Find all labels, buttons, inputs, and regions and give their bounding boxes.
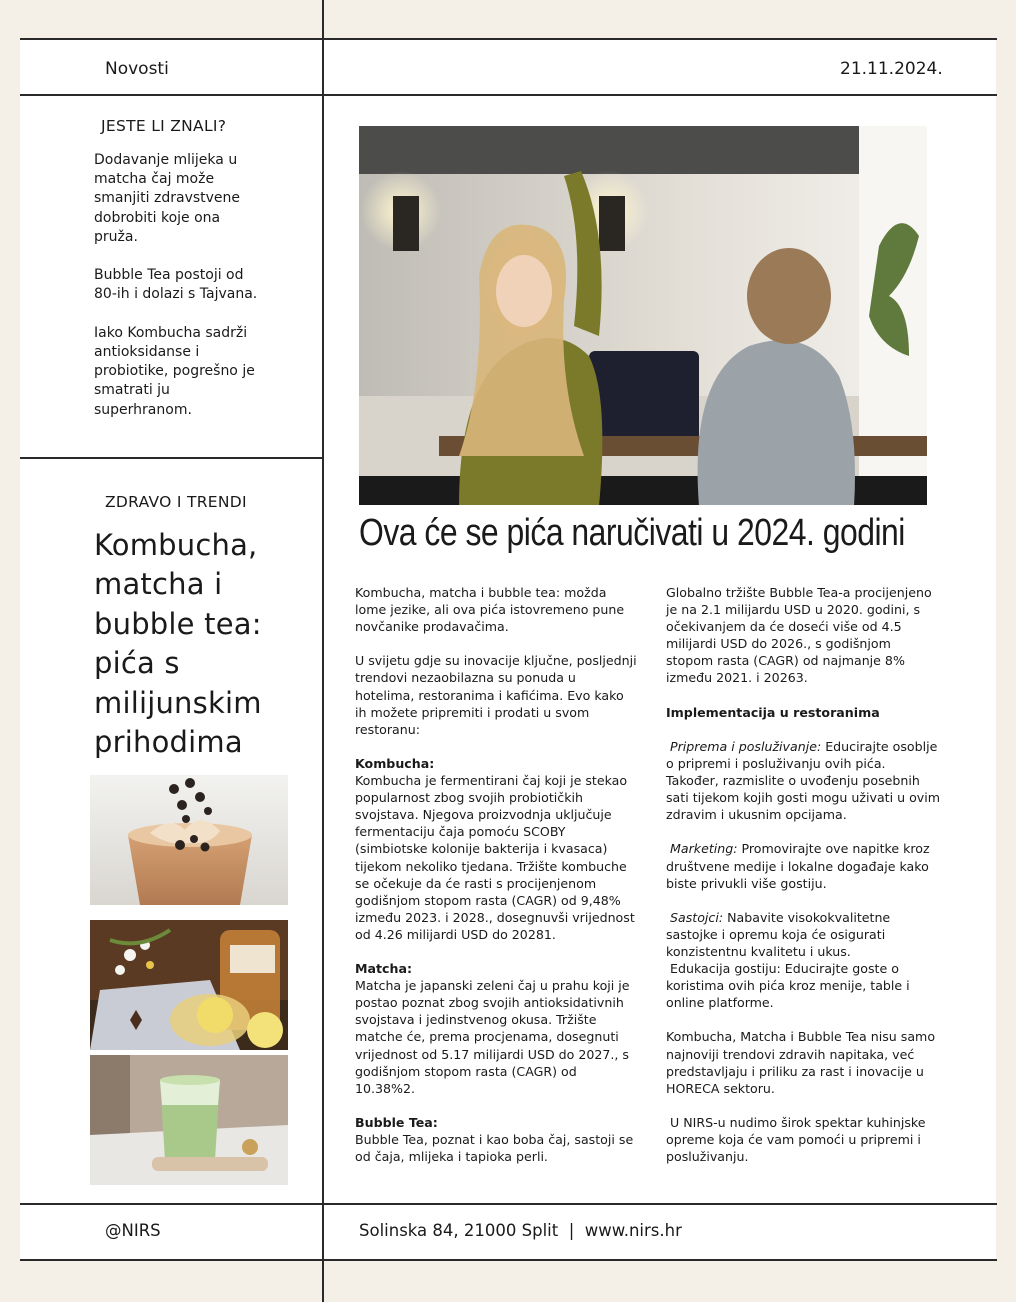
kombucha-text: Kombucha je fermentirani čaj koji je stekao popularnost zbog svojih probiotičkih svojstava. Njegova proizvodnja uključuje fermentaciju čaja pomoću SCOBY (simbiotske kolonije bakterija i kvasaca) tijekom nekoliko tjedana. Tržište kombuche se očekuje da će rasti s procijenjenom godišnjom stopom rasta (CAGR) od 9,48% između 2023. i 2028., dosegnuvši vrijednost od 4.26 milijardi USD do 20281. [355, 773, 635, 942]
ingredients-item [666, 909, 942, 1012]
matcha-label: Matcha: [355, 961, 413, 977]
prep-text: Educirajte osoblje o pripremi i posluživanju ovih pića. Također, razmislite o uvođenju posebnih sati tijekom kojih gosti mogu uživati u ovim zdravim i ukusnim opcijama. [666, 738, 941, 823]
article-paragraph: U svijetu gdje su inovacije ključne, posljednji trendovi nezaobilazna su ponuda u hotelima, restoranima i kafićima. Evo kako ih možete pripremiti i prodati u svom restoranu: [355, 653, 637, 737]
facts-title: JESTE LI ZNALI? [101, 117, 227, 135]
kombucha-section [355, 755, 639, 943]
article-column-2 [666, 584, 942, 1182]
feature-title: Kombucha, matcha i bubble tea: pića s milijunskim prihodima [94, 528, 262, 760]
facts-list [94, 151, 264, 439]
prep-item [666, 738, 942, 823]
closing-text: U NIRS-u nudimo širok spektar kuhinjske opreme koja će vam pomoći u pripremi i posluživanju. [666, 1114, 926, 1165]
divider-footer-bottom [20, 1259, 997, 1261]
fact-item: Dodavanje mlijeka u matcha čaj može smanjiti zdravstvene dobrobiti koje ona pruža. [94, 152, 241, 245]
article-intro: Kombucha, matcha i bubble tea: možda lome jezike, ali ova pića istovremeno pune novčanike prodavačima. [355, 585, 625, 635]
article-column-1 [355, 584, 639, 1182]
divider-sidebar [20, 457, 323, 459]
summary-paragraph: Kombucha, Matcha i Bubble Tea nisu samo najnoviji trendovi zdravih napitaka, već predstavljaju i priliku za rast i inovacije u HORECA sektoru. [666, 1029, 936, 1096]
social-handle: @NIRS [105, 1221, 161, 1240]
marketing-label: Marketing: [670, 841, 738, 857]
divider-footer-top [20, 1203, 997, 1205]
hero-photo-women-cafe [359, 126, 927, 505]
implementation-title-text: Implementacija u restoranima [666, 704, 880, 720]
divider-top [20, 38, 997, 40]
bubble-tea-section [355, 1114, 639, 1165]
matcha-section [355, 960, 639, 1097]
marketing-item [666, 840, 942, 891]
ingredients-text: Nabavite visokokvalitetne sastojke i opremu koja će osigurati konzistentnu kvalitetu i ukus. [666, 909, 891, 959]
closing-paragraph [666, 1114, 942, 1165]
bubble-tea-photo [90, 775, 288, 905]
bubble-tea-label: Bubble Tea: [355, 1114, 438, 1130]
education-text: Edukacija gostiju: Educirajte goste o koristima ovih pića kroz menije, table i online platforme. [666, 961, 910, 1011]
ingredients-label: Sastojci: [670, 909, 724, 925]
article-headline: Ova će se pića naručivati u 2024. godini [359, 512, 905, 554]
divider-header [20, 94, 997, 96]
prep-label: Priprema i posluživanje: [670, 738, 822, 754]
kombucha-label: Kombucha: [355, 755, 435, 771]
section-label: Novosti [105, 59, 169, 79]
marketing-text: Promovirajte ove napitke kroz društvene medije i lokalne događaje kako biste privukli više gostiju. [666, 841, 930, 891]
fact-item: Iako Kombucha sadrži antioksidanse i probiotike, pogrešno je smatrati ju superhranom. [94, 324, 255, 418]
implementation-title [666, 704, 942, 721]
matcha-photo [90, 1055, 288, 1185]
feature-section-title: ZDRAVO I TRENDI [105, 493, 247, 511]
matcha-text: Matcha je japanski zeleni čaj u prahu koji je postao poznat zbog svojih antioksidativnih svojstava i jedinstvenog okusa. Tržište matche će, prema procjenama, dosegnuti vrijednost od 5.17 milijardi USD do 2027., s godišnjom stopom rasta (CAGR) od 10.38%2. [355, 978, 630, 1096]
issue-date: 21.11.2024. [840, 59, 943, 79]
kombucha-photo [90, 920, 288, 1050]
divider-vertical [322, 0, 324, 1302]
market-paragraph: Globalno tržište Bubble Tea-a procijenjeno je na 2.1 milijardu USD u 2020. godini, s očekivanjem da će doseći više od 4.5 milijardi USD do 2026., s godišnjom stopom rasta (CAGR) od najmanje 8% između 2021. i 20263. [666, 585, 932, 686]
fact-item: Bubble Tea postoji od 80-ih i dolazi s Tajvana. [94, 267, 258, 303]
footer-address: Solinska 84, 21000 Split | www.nirs.hr [359, 1221, 682, 1240]
bubble-tea-text: Bubble Tea, poznat i kao boba čaj, sastoji se od čaja, mlijeka i tapioka perli. [355, 1132, 634, 1165]
